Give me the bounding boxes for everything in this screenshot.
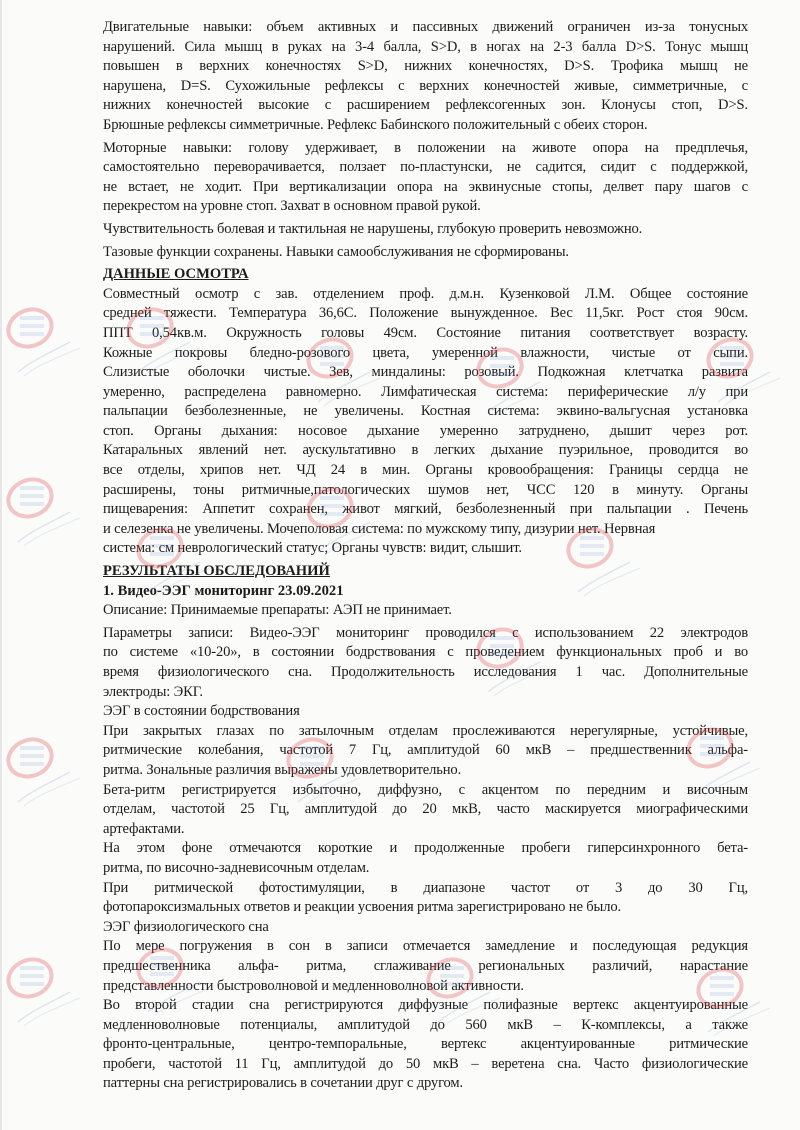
scan-edge-left [0, 0, 2, 1130]
text-line: пищеварения: Аппетит сохранен, живот мягкий, безболезненный при пальпации . Печень [103, 501, 748, 518]
text-line: повышен в верхних конечностях S>D, нижних конечностях, D>S. Трофика мышц не [103, 58, 748, 75]
text-line: все отделы, хрипов нет. ЧД 24 в мин. Органы кровообращения: Границы сердца не [103, 462, 748, 479]
text-line: система: см неврологический статус; Органы чувств: видит, слышит. [103, 540, 522, 557]
text-line: Кожные покровы бледно-розового цвета, умеренной влажности, чистые от сыпи. [103, 344, 748, 361]
text-line: По мере погружения в сон в записи отмечается замедление и последующая редукция [103, 938, 748, 955]
text-line: перекрестом на уровне стоп. Захват в основном правой рукой. [103, 198, 481, 215]
text-line: Слизистые оболочки чистые. Зев, миндалины: розовый. Подкожная клетчатка развита [103, 364, 748, 381]
text-line: Во второй стадии сна регистрируются диффузные полифазные вертекс акцентуированные [103, 997, 748, 1014]
logo-emblem-icon [0, 300, 100, 390]
text-line: ритмические колебания, частотой 7 Гц, амплитудой 60 мкВ – предшественник альфа- [103, 742, 748, 759]
text-line: паттерны сна регистрировались в сочетании друг с другом. [103, 1075, 463, 1092]
text-line: ЭЭГ физиологического сна [103, 918, 269, 935]
paragraph [103, 285, 748, 559]
text-line: Параметры записи: Видео-ЭЭГ мониторинг проводился с использованием 22 электродов [103, 624, 748, 641]
text-line: ППТ 0,54кв.м. Окружность головы 49см. Состояние питания соответствует возрасту. [103, 324, 748, 341]
text-line: и селезенка не увеличены. Мочеполовая система: по мужскому типу, дизурии нет. Нервная [103, 520, 656, 537]
text-line: ЭЭГ в состоянии бодрствования [103, 703, 300, 720]
text-line: нарушений. Сила мышц в руках на 3-4 балла, S>D, в ногах на 2-3 балла D>S. Тонус мышц [103, 38, 748, 55]
text-line: умеренно, распределена равномерно. Лимфатическая система: периферические л/у при [103, 383, 748, 400]
text-line: электроды: ЭКГ. [103, 683, 203, 700]
text-line: не встает, не ходит. При вертикализации опора на эквинусные стопы, делвет пару шагов с [103, 178, 748, 195]
text-line: Бета-ритм регистрируется избыточно, диффузно, с акцентом по передним и височным [103, 781, 748, 798]
paragraph [103, 220, 748, 240]
paragraph [103, 601, 748, 621]
logo-emblem-icon [0, 470, 100, 560]
text-line: Описание: Принимаемые препараты: АЭП не принимает. [103, 602, 452, 619]
text-line: отделам, частотой 25 Гц, амплитудой до 20 мкВ, часто маскируется миографическими [103, 801, 748, 818]
text-line: При ритмической фотостимуляции, в диапазоне частот от 3 до 30 Гц, [103, 879, 748, 896]
watermark-logo [0, 300, 100, 390]
text-line: время физиологического сна. Продолжительность исследования 1 час. Дополнительные [103, 664, 748, 680]
paragraph [103, 139, 748, 217]
text-line: фотопароксизмальных ответов и реакции усвоения ритма зарегистрировано не было. [103, 899, 621, 916]
watermark-logo [0, 470, 100, 560]
watermark-logo [0, 730, 100, 820]
text-line: При закрытых глазах по затылочным отделам прослеживаются нерегулярные, устойчивые, [103, 722, 748, 739]
text-line: Катаральных явлений нет. аускультативно в легких дыхание пуэрильное, проводится во [103, 442, 748, 459]
text-line: Тазовые функции сохранены. Навыки самообслуживания не сформированы. [103, 243, 569, 260]
text-line: пробеги, частотой 11 Гц, амплитудой до 50 мкВ – веретена сна. Часто физиологические [103, 1055, 748, 1072]
paragraph [103, 624, 748, 1094]
text-line: по системе «10-20», в состоянии бодрствования с проведением функциональных проб и во [103, 644, 748, 661]
text-line: предшественника альфа- ритма, сглаживание региональных различий, нарастание [103, 957, 748, 974]
text-line: расширены, тоны ритмичные,патологических шумов нет, ЧСС 120 в минуту. Органы [103, 481, 748, 498]
section-heading: ДАННЫЕ ОСМОТРА [103, 266, 249, 283]
text-line: фронто-центральные, центро-темпоральные, вертекс акцентуированные ритмические [103, 1036, 748, 1053]
text-line: Чувствительность болевая и тактильная не нарушены, глубокую проверить невозможно. [103, 220, 643, 237]
text-line: Брюшные рефлексы симметричные. Рефлекс Бабинского положительный с обеих сторон. [103, 116, 648, 133]
text-line: самостоятельно переворачивается, ползает по-пластунски, не садится, сидит с поддержкой, [103, 159, 748, 176]
text-line: артефактами. [103, 820, 185, 837]
paragraph [103, 243, 748, 263]
paragraph [103, 18, 748, 136]
text-line: стоп. Органы дыхания: носовое дыхание умеренно затруднено, дышит через рот. [103, 422, 748, 439]
text-line: ритма, по височно-задневисочным отделам. [103, 859, 370, 876]
text-line: пальпации безболезненные, не увеличены. Костная система: эквино-вальгусная установка [103, 403, 748, 420]
text-line: средней тяжести. Температура 36,6С. Положение вынужденное. Вес 11,5кг. Рост стоя 90см. [103, 305, 748, 322]
text-line: медленноволновые потенциалы, амплитудой до 560 мкВ – К-комплексы, а также [103, 1016, 748, 1033]
text-line: представленности быстроволновой и медленноволновой активности. [103, 977, 524, 994]
logo-emblem-icon [0, 730, 100, 820]
text-line: На этом фоне отмечаются короткие и продолженные пробеги гиперсинхронного бета- [103, 840, 748, 857]
text-line: нарушена, D=S. Сухожильные рефлексы с верхних конечностей живые, симметричные, с [103, 77, 748, 94]
text-line: Моторные навыки: голову удерживает, в положении на животе опора на предплечья, [103, 139, 748, 156]
text-line: Совместный осмотр с зав. отделением проф. д.м.н. Кузенковой Л.М. Общее состояние [103, 285, 748, 302]
subsection-heading: 1. Видео-ЭЭГ мониторинг 23.09.2021 [103, 582, 344, 599]
text-line: ритма. Зональные различия выражены удовлетворительно. [103, 761, 462, 778]
watermark-logo [0, 950, 100, 1040]
text-line: нижних конечностей высокие с расширением рефлексогенных зон. Клонусы стоп, D>S. [103, 97, 748, 114]
text-line: Двигательные навыки: объем активных и пассивных движений ограничен из-за тонусных [103, 19, 748, 35]
logo-emblem-icon [0, 950, 100, 1040]
section-heading: РЕЗУЛЬТАТЫ ОБСЛЕДОВАНИЙ [103, 563, 330, 580]
document-body [103, 18, 748, 1094]
